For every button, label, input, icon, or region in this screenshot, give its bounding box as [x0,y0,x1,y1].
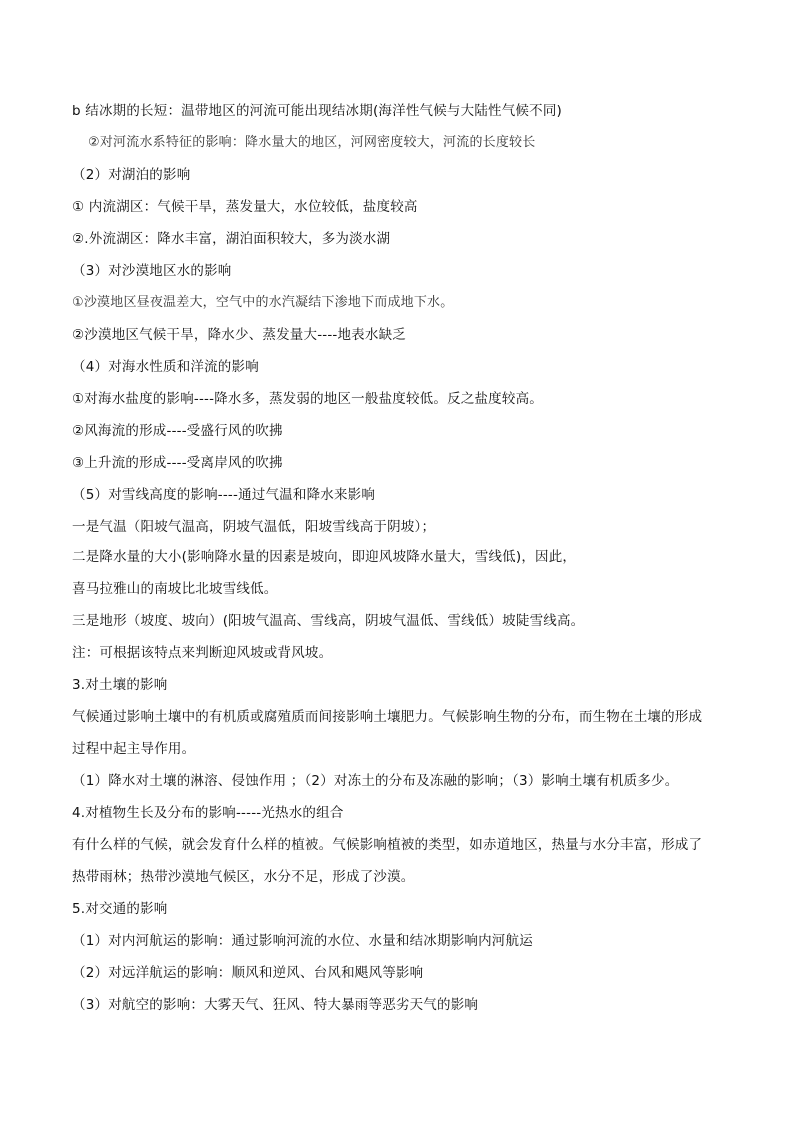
text-line-25: 热带雨林；热带沙漠地气候区，水分不足，形成了沙漠。 [72,869,415,885]
text-line-12: ③上升流的形成----受离岸风的吹拂 [72,455,283,471]
text-line-8: ②沙漠地区气候干旱，降水少、蒸发量大----地表水缺乏 [72,327,406,343]
text-line-6: （3）对沙漠地区水的影响 [72,263,232,279]
text-line-1: b 结冰期的长短：温带地区的河流可能出现结冰期(海洋性气候与大陆性气候不同) [72,103,562,119]
text-line-24: 有什么样的气候，就会发育什么样的植被。气候影响植被的类型，如赤道地区，热量与水分丰富，形成了 [72,837,703,853]
text-line-14: 一是气温（阳坡气温高，阴坡气温低，阳坡雪线高于阴坡）； [72,519,436,535]
text-line-4: ① 内流湖区：气候干旱，蒸发量大，水位较低，盐度较高 [72,199,418,215]
text-line-20: 气候通过影响土壤中的有机质或腐殖质而间接影响土壤肥力。气候影响生物的分布，而生物在土壤的形成 [72,709,703,725]
text-line-17: 三是地形（坡度、坡向）(阳坡气温高、雪线高，阴坡气温低、雪线低）坡陡雪线高。 [72,613,585,629]
text-line-3: （2）对湖泊的影响 [72,167,191,183]
text-line-11: ②风海流的形成----受盛行风的吹拂 [72,423,283,439]
text-line-27: （1）对内河航运的影响：通过影响河流的水位、水量和结冰期影响内河航运 [72,933,533,949]
text-line-5: ②.外流湖区：降水丰富，湖泊面积较大，多为淡水湖 [72,231,391,247]
text-line-21: 过程中起主导作用。 [72,741,196,757]
text-line-18: 注：可根据该特点来判断迎风坡或背风坡。 [72,645,333,661]
text-line-2: ②对河流水系特征的影响：降水量大的地区，河网密度较大，河流的长度较长 [88,135,536,150]
section-heading-soil: 3.对土壤的影响 [72,677,168,693]
text-line-10: ①对海水盐度的影响----降水多，蒸发弱的地区一般盐度较低。反之盐度较高。 [72,391,543,407]
text-line-7: ①沙漠地区昼夜温差大，空气中的水汽凝结下渗地下而成地下水。 [72,295,454,310]
text-line-16: 喜马拉雅山的南坡比北坡雪线低。 [72,581,278,597]
text-line-9: （4）对海水性质和洋流的影响 [72,359,259,375]
section-heading-plants: 4.对植物生长及分布的影响-----光热水的组合 [72,805,344,821]
text-line-28: （2）对远洋航运的影响：顺风和逆风、台风和飓风等影响 [72,965,424,981]
text-line-22: （1）降水对土壤的淋溶、侵蚀作用 ；（2）对冻土的分布及冻融的影响；（3）影响土壤有机质多少。 [72,773,679,789]
section-heading-transport: 5.对交通的影响 [72,901,168,917]
text-line-13: （5）对雪线高度的影响----通过气温和降水来影响 [72,487,376,503]
text-line-15: 二是降水量的大小(影响降水量的因素是坡向，即迎风坡降水量大，雪线低)，因此， [72,549,577,565]
text-line-29: （3）对航空的影响：大雾天气、狂风、特大暴雨等恶劣天气的影响 [72,997,479,1013]
